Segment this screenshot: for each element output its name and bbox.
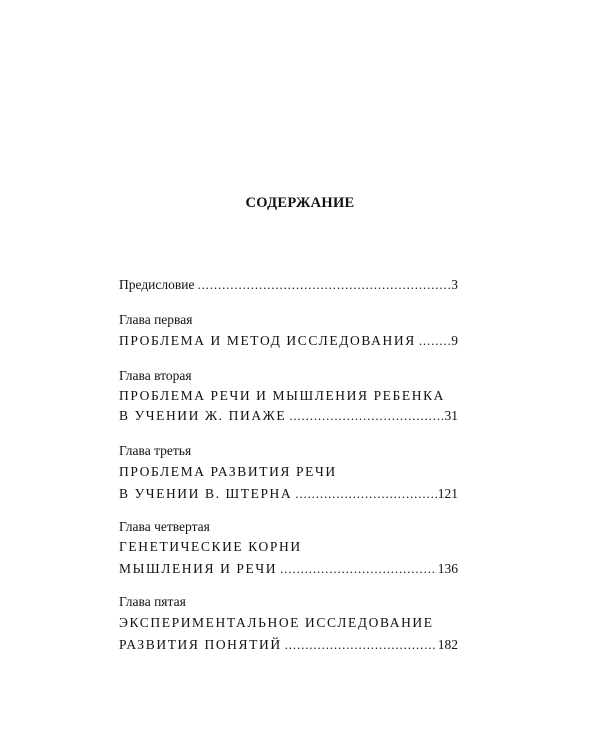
toc-page-number: 31 [444, 408, 458, 423]
dot-leader [289, 407, 443, 425]
toc-entry-title: В УЧЕНИИ В. ШТЕРНА [119, 486, 293, 501]
dot-leader [419, 332, 450, 350]
toc-chapter-label: Глава первая [119, 312, 193, 327]
toc-entry-chapter-1 [119, 332, 458, 350]
toc-page-number: 182 [437, 637, 458, 652]
toc-entry-chapter-3 [119, 485, 458, 503]
table-of-contents [119, 0, 458, 750]
toc-page-number: 121 [437, 486, 458, 501]
toc-entry-preface [119, 276, 458, 294]
toc-entry-title: ПРОБЛЕМА РАЗВИТИЯ РЕЧИ [119, 464, 337, 479]
toc-entry-title: В УЧЕНИИ Ж. ПИАЖЕ [119, 408, 287, 423]
dot-leader [280, 560, 437, 578]
toc-chapter-label: Глава четвертая [119, 519, 210, 534]
toc-entry-title: Предисловие [119, 277, 195, 292]
toc-entry-title: ЭКСПЕРИМЕНТАЛЬНОЕ ИССЛЕДОВАНИЕ [119, 615, 434, 630]
toc-entry-title: РАЗВИТИЯ ПОНЯТИЙ [119, 637, 282, 652]
toc-page-number: 136 [437, 561, 458, 576]
toc-entry-chapter-4 [119, 560, 458, 578]
page-title: СОДЕРЖАНИЕ [245, 195, 355, 211]
toc-page-number: 9 [451, 333, 458, 348]
toc-entry-title: ПРОБЛЕМА РЕЧИ И МЫШЛЕНИЯ РЕБЕНКА [119, 388, 446, 403]
toc-chapter-label: Глава пятая [119, 594, 186, 609]
toc-entry-chapter-2 [119, 407, 458, 425]
toc-chapter-label: Глава вторая [119, 368, 192, 383]
dot-leader [295, 485, 436, 503]
toc-entry-title: ГЕНЕТИЧЕСКИЕ КОРНИ [119, 539, 302, 554]
toc-entry-title: МЫШЛЕНИЯ И РЕЧИ [119, 561, 278, 576]
toc-entry-chapter-5 [119, 636, 458, 654]
toc-entry-title: ПРОБЛЕМА И МЕТОД ИССЛЕДОВАНИЯ [119, 333, 416, 348]
dot-leader [197, 276, 450, 294]
dot-leader [285, 636, 437, 654]
toc-page-number: 3 [451, 277, 458, 292]
toc-chapter-label: Глава третья [119, 443, 192, 458]
